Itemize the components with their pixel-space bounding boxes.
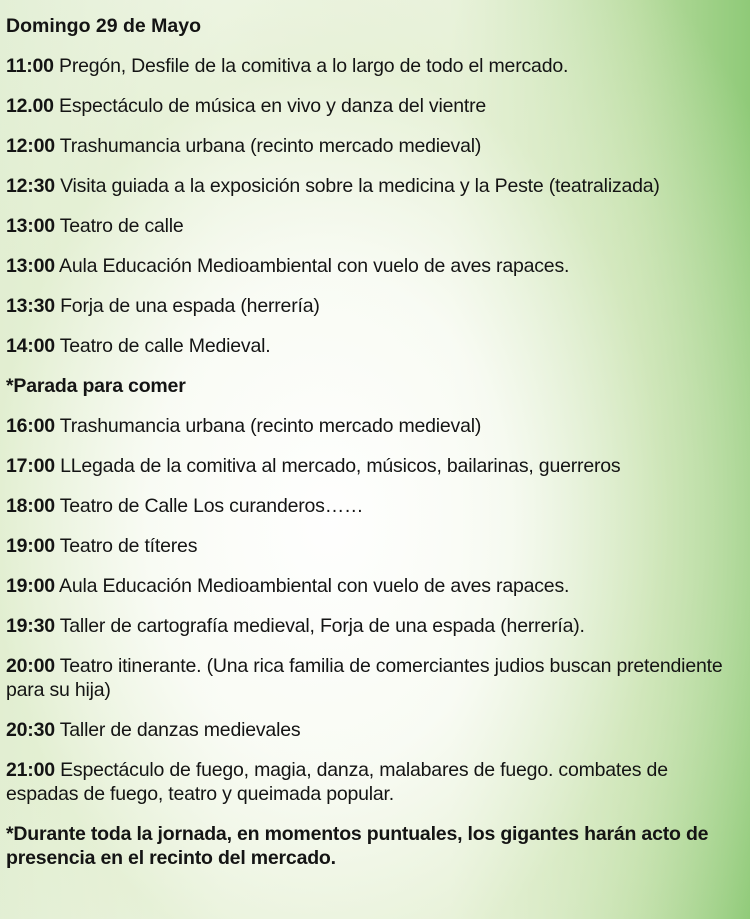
event-text: Teatro itinerante. (Una rica familia de comerciantes judios buscan pretendiente para su hija) [6, 655, 723, 701]
afternoon-events [6, 414, 742, 806]
event-text: Forja de una espada (herrería) [54, 295, 320, 317]
schedule-row [6, 614, 742, 638]
event-text: Taller de danzas medievales [54, 719, 301, 741]
event-time: 12:00 [6, 135, 55, 157]
event-time: 20:30 [6, 719, 55, 741]
event-time: 16:00 [6, 415, 55, 437]
event-time: 20:00 [6, 655, 55, 677]
schedule-row [6, 454, 742, 478]
morning-events [6, 54, 742, 358]
schedule-row [6, 174, 742, 198]
event-text: Aula Educación Medioambiental con vuelo de aves rapaces. [54, 255, 570, 277]
schedule-row [6, 214, 742, 238]
event-text: Aula Educación Medioambiental con vuelo de aves rapaces. [54, 575, 570, 597]
event-time: 13:00 [6, 255, 55, 277]
event-time: 17:00 [6, 455, 55, 477]
schedule-row [6, 334, 742, 358]
schedule-row [6, 758, 742, 806]
event-text: Visita guiada a la exposición sobre la medicina y la Peste (teatralizada) [54, 175, 660, 197]
schedule-row [6, 414, 742, 438]
day-title: Domingo 29 de Mayo [6, 15, 202, 37]
schedule-row [6, 254, 742, 278]
schedule-row [6, 54, 742, 78]
event-time: 19:00 [6, 575, 55, 597]
event-text: Trashumancia urbana (recinto mercado medieval) [54, 415, 482, 437]
event-text: Teatro de títeres [54, 535, 198, 557]
schedule-row [6, 94, 742, 118]
schedule-row [6, 294, 742, 318]
event-time: 13:30 [6, 295, 55, 317]
schedule-row [6, 654, 742, 702]
event-text: Trashumancia urbana (recinto mercado medieval) [54, 135, 482, 157]
lunch-break-label: *Parada para comer [6, 375, 186, 397]
schedule-row [6, 534, 742, 558]
event-time: 11:00 [6, 55, 54, 77]
event-text: Taller de cartografía medieval, Forja de una espada (herrería). [54, 615, 585, 637]
schedule-row [6, 574, 742, 598]
event-time: 13:00 [6, 215, 55, 237]
schedule-row [6, 134, 742, 158]
event-time: 19:30 [6, 615, 55, 637]
schedule-row [6, 718, 742, 742]
event-time: 14:00 [6, 335, 55, 357]
event-text: Espectáculo de música en vivo y danza del vientre [53, 95, 487, 117]
event-time: 18:00 [6, 495, 55, 517]
event-text: Pregón, Desfile de la comitiva a lo largo de todo el mercado. [53, 55, 569, 77]
schedule-document [6, 14, 742, 886]
event-time: 19:00 [6, 535, 55, 557]
event-text: LLegada de la comitiva al mercado, músicos, bailarinas, guerreros [54, 455, 621, 477]
event-text: Teatro de calle [54, 215, 184, 237]
schedule-row [6, 494, 742, 518]
event-time: 21:00 [6, 759, 55, 781]
event-time: 12:30 [6, 175, 55, 197]
event-time: 12.00 [6, 95, 54, 117]
event-text: Teatro de Calle Los curanderos…… [54, 495, 364, 517]
event-text: Teatro de calle Medieval. [54, 335, 271, 357]
event-text: Espectáculo de fuego, magia, danza, malabares de fuego. combates de espadas de fuego, teatro y queimada popular. [6, 759, 668, 805]
footer-note: *Durante toda la jornada, en momentos puntuales, los gigantes harán acto de presencia en el recinto del mercado. [6, 823, 709, 869]
